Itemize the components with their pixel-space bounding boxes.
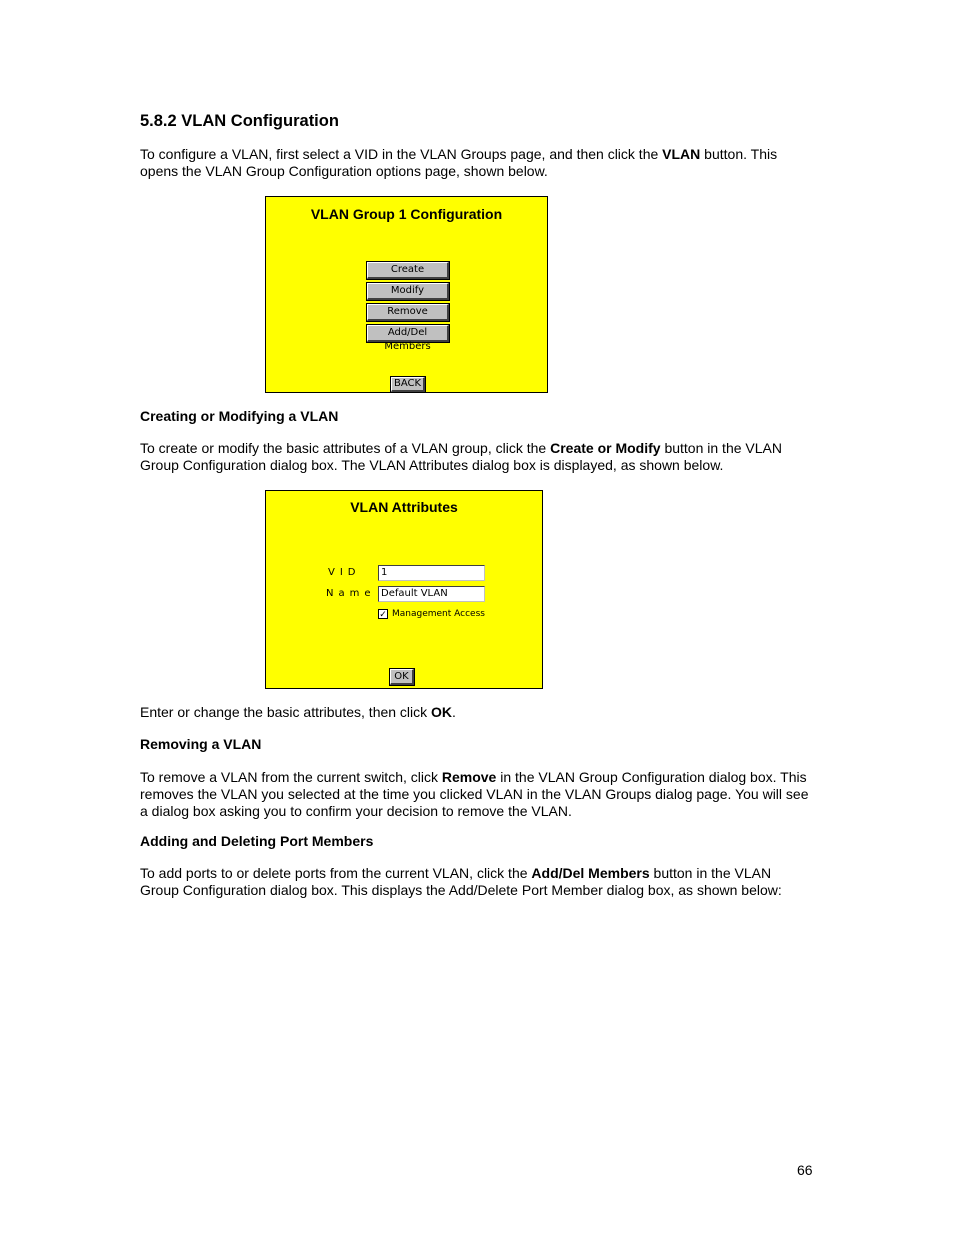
vid-label: VID	[328, 567, 361, 578]
removing-line2: removes the VLAN you selected at the time you clicked VLAN in the VLAN Groups dialog page. You will see	[140, 786, 809, 802]
creating-text: To create or modify the basic attributes of a VLAN group, click the	[140, 440, 551, 456]
creating-bold: Create or Modify	[550, 440, 661, 456]
creating-heading: Creating or Modifying a VLAN	[140, 408, 339, 424]
remove-button[interactable]: Remove	[367, 304, 449, 321]
adding-text: To add ports to or delete ports from the current VLAN, click the	[140, 865, 532, 881]
intro-paragraph	[140, 146, 820, 180]
intro-text-end: button. This	[700, 146, 778, 162]
adding-paragraph	[140, 865, 820, 899]
after-attr-paragraph	[140, 704, 820, 721]
create-button[interactable]: Create	[367, 262, 449, 279]
after-attr-bold: OK	[431, 704, 453, 720]
intro-line2: opens the VLAN Group Configuration options page, shown below.	[140, 163, 548, 179]
creating-text-end: button in the VLAN	[660, 440, 782, 456]
after-attr-end: .	[452, 704, 456, 720]
modify-button[interactable]: Modify	[367, 283, 449, 300]
adding-heading: Adding and Deleting Port Members	[140, 833, 374, 849]
removing-bold: Remove	[441, 769, 497, 785]
removing-paragraph	[140, 769, 820, 820]
removing-text: To remove a VLAN from the current switch, click	[140, 769, 442, 785]
back-button[interactable]: BACK	[391, 377, 425, 392]
adding-bold: Add/Del Members	[531, 865, 650, 881]
ok-button[interactable]: OK	[390, 669, 414, 685]
adding-text-end: button in the VLAN	[649, 865, 772, 881]
intro-text: To configure a VLAN, first select a VID in the VLAN Groups page, and then click the	[140, 146, 663, 162]
management-access-label: Management Access	[392, 609, 485, 619]
vlan-group-config-panel	[265, 196, 548, 393]
add-del-members-button[interactable]: Add/Del Members	[367, 325, 449, 342]
creating-line2: Group Configuration dialog box. The VLAN Attributes dialog box is displayed, as shown below.	[140, 457, 724, 473]
section-heading: 5.8.2 VLAN Configuration	[140, 112, 339, 130]
removing-text-end: in the VLAN Group Configuration dialog box. This	[496, 769, 807, 785]
after-attr-text: Enter or change the basic attributes, then click	[140, 704, 432, 720]
vid-input[interactable]: 1	[378, 565, 485, 581]
intro-bold: VLAN	[662, 146, 701, 162]
name-input[interactable]: Default VLAN	[378, 586, 485, 602]
page-number: 66	[797, 1162, 813, 1178]
group-panel-title: VLAN Group 1 Configuration	[310, 206, 503, 222]
creating-paragraph	[140, 440, 820, 474]
removing-heading: Removing a VLAN	[140, 736, 262, 752]
removing-line3: a dialog box asking you to confirm your decision to remove the VLAN.	[140, 803, 572, 819]
adding-line2: Group Configuration dialog box. This displays the Add/Delete Port Member dialog box, as shown below:	[140, 882, 782, 898]
attr-panel-title: VLAN Attributes	[350, 499, 458, 515]
management-access-checkbox[interactable]: ✓	[379, 609, 387, 619]
vlan-attributes-panel	[265, 490, 543, 689]
name-label: Name	[326, 588, 376, 599]
